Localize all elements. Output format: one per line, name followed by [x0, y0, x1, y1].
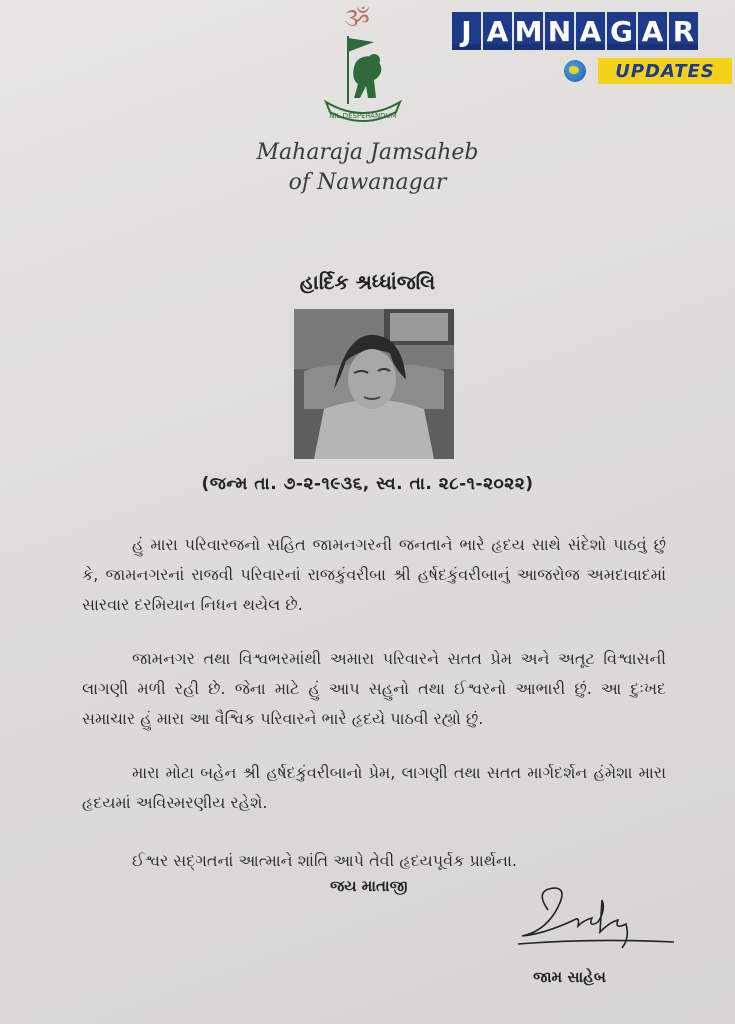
logo-letters [452, 12, 698, 50]
portrait-photo [294, 309, 454, 459]
handwritten-signature [514, 880, 684, 960]
logo-letter: J [452, 12, 481, 50]
paragraph-1: હું મારા પરિવારજનો સહિત જામનગરની જનતાને ભારે હૃદય સાથે સંદેશો પાઠવું છું કે, જામનગરનાં રાજવી પરિવારનાં રાજકુંવરીબા શ્રી હર્ષદકુંવરીબાનું આજરોજ અમદાવાદમાં સારવાર દરમિયાન નિધન થયેલ છે. [82, 535, 666, 614]
logo-letter: R [669, 12, 698, 50]
globe-icon [564, 60, 586, 82]
om-symbol: ૐ [344, 4, 370, 32]
jamnagar-updates-logo [452, 12, 734, 88]
royal-crest-icon [318, 32, 408, 128]
title-line-2: of Nawanagar [288, 170, 447, 195]
logo-updates-label: UPDATES [598, 58, 732, 84]
logo-letter: A [638, 12, 667, 50]
logo-letter: A [576, 12, 605, 50]
logo-letter: M [514, 12, 543, 50]
crest-motto: NIL DESPERANDUM [329, 112, 397, 120]
crest-title [0, 138, 735, 198]
paragraph-2: જામનગર તથા વિશ્વભરમાંથી અમારા પરિવારને સતત પ્રેમ અને અતૂટ વિશ્વાસની લાગણી મળી રહી છે. જેના માટે હું આપ સહુનો તથા ઈશ્વરનો આભારી છું. આ દુઃખદ સમાચાર હું મારા આ વૈશ્વિક પરિવારને ભારે હૃદયે પાઠવી રહ્યો છું. [82, 649, 666, 728]
birth-death-dates: (જન્મ તા. ૭-૨-૧૯૩૬, સ્વ. તા. ૨૮-૧-૨૦૨૨) [201, 474, 534, 494]
paragraph-4: ઈશ્વર સદ્ગતનાં આત્માને શાંતિ આપે તેવી હૃદયપૂર્વક પ્રાર્થના. [132, 851, 517, 870]
tribute-heading: હાર્દિક શ્રધ્ધાંજલિ [299, 270, 436, 294]
logo-letter: G [607, 12, 636, 50]
logo-letter: A [483, 12, 512, 50]
title-line-1: Maharaja Jamsaheb [256, 140, 479, 165]
paragraph-3: મારા મોટા બહેન શ્રી હર્ષદકુંવરીબાનો પ્રેમ, લાગણી તથા સતત માર્ગદર્શન હંમેશા મારા હૃદયમાં અવિસ્મરણીય રહેશે. [82, 763, 666, 812]
closing-greeting: જય માતાજી [330, 877, 408, 895]
signer-name: જામ સાહેબ [533, 968, 606, 986]
logo-letter: N [545, 12, 574, 50]
